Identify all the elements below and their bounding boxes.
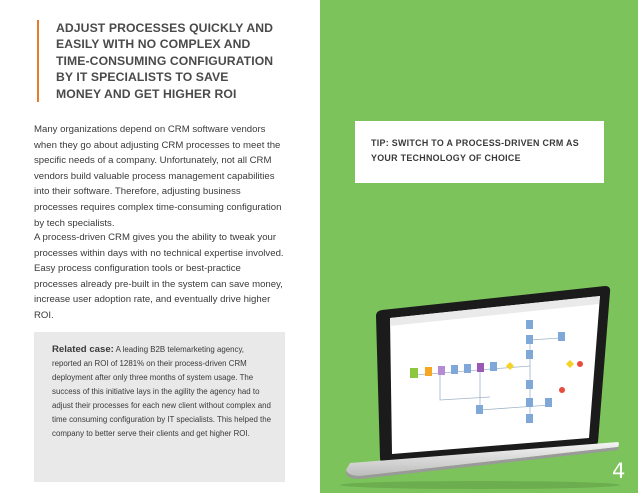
related-case-box <box>34 332 285 482</box>
page-number: 4 <box>612 459 626 483</box>
related-case-body: A leading B2B telemarketing agency, reported an ROI of 1281% on their process-driven CRM deployment after only three months of system usage. The success of this initiative lays in the agility the agency had to adjust their processes for each new client without complex and time consuming configuration by IT specialists. This helped the company to better serve their clients and get higher ROI. <box>52 345 272 438</box>
section-heading: ADJUST PROCESSES QUICKLY AND EASILY WITH NO COMPLEX AND TIME-CONSUMING CONFIGURATION BY IT SPECIALISTS TO SAVE MONEY AND GET HIGHER ROI <box>56 21 274 101</box>
body-paragraph-2: A process-driven CRM gives you the ability to tweak your processes within days with no technical expertise involved. Easy process configuration tools or best-practice processes already pre-built in the system can save money, increase user adoption rate, and eventually drive higher ROI. <box>34 232 284 321</box>
heading-block <box>37 20 307 102</box>
tip-box <box>355 121 604 183</box>
body-paragraph-1: Many organizations depend on CRM software vendors when they go about adjusting CRM processes to meet the specific needs of a company. Unfortunately, not all CRM vendors build valuable process management capabilities into their software. Therefore, adjusting business processes requires complex time-consuming configuration by tech specialists. <box>34 124 282 229</box>
laptop-illustration <box>330 280 620 490</box>
tip-text: TIP: SWITCH TO A PROCESS-DRIVEN CRM AS YOUR TECHNOLOGY OF CHOICE <box>371 138 579 163</box>
related-case-text <box>52 343 271 441</box>
related-case-label: Related case: <box>52 344 114 355</box>
